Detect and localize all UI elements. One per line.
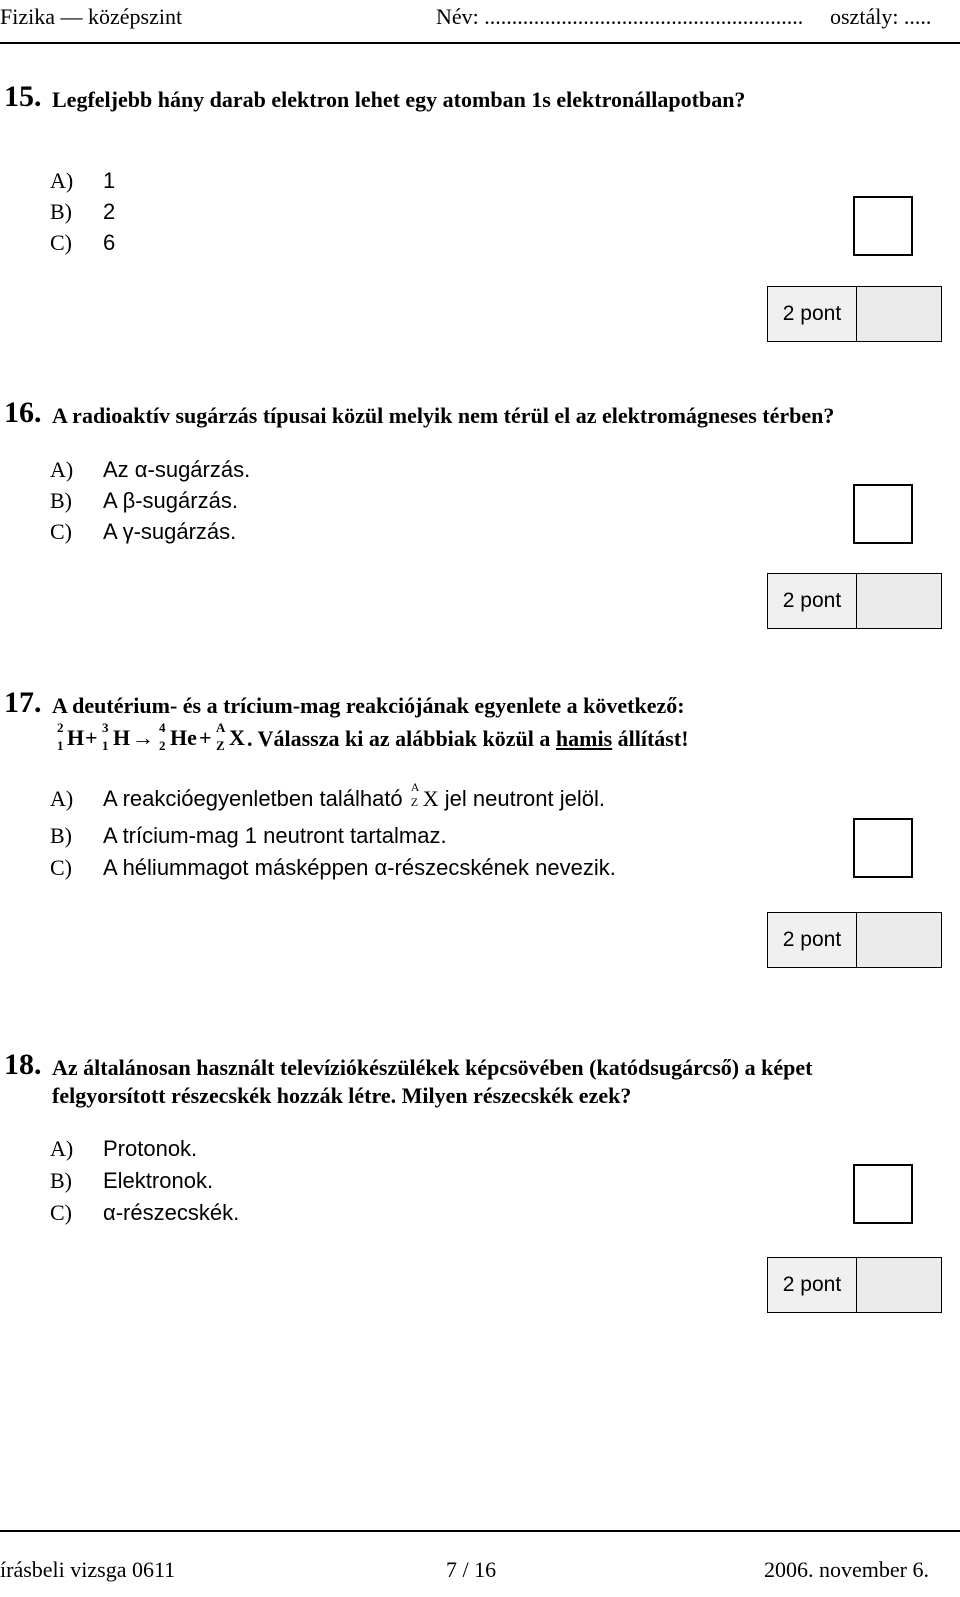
q17-option-a-letter: A)	[50, 786, 74, 811]
h2-charge: 1	[57, 738, 64, 753]
q16-option-a-text: Az α-sugárzás.	[103, 457, 251, 482]
q15-option-a-text: 1	[103, 168, 116, 193]
q17-answer-box[interactable]	[853, 818, 913, 878]
question-16-text: A radioaktív sugárzás típusai közül melyik nem térül el az elektromágneses térben?	[52, 403, 835, 428]
question-16-number: 16.	[4, 396, 42, 429]
q17-option-c-letter: C)	[50, 855, 72, 880]
h3-symbol: H	[113, 725, 131, 750]
he-mass: 4	[159, 720, 166, 735]
q16-option-b-letter: B)	[50, 488, 72, 513]
instruction-lead: . Válassza ki az alábbiak közül a	[247, 726, 556, 751]
q16-score-field[interactable]	[857, 574, 941, 628]
q17-score-box	[767, 912, 942, 968]
q18-option-c-letter: C)	[50, 1200, 72, 1225]
q16-option-a-letter: A)	[50, 457, 74, 482]
q16-answer-box[interactable]	[853, 484, 913, 544]
q17-score-label: 2 pont	[768, 913, 857, 967]
q15-option-a-letter: A)	[50, 168, 74, 193]
q15-score-box	[767, 286, 942, 342]
x-mass: A	[216, 720, 226, 735]
q17-option-c-text: A héliummagot másképpen α-részecskének nevezik.	[103, 855, 616, 880]
plus-sign-2: +	[199, 725, 212, 750]
q16-score-box	[767, 573, 942, 629]
instruction-end: állítást!	[612, 726, 689, 751]
question-18-text-line2: felgyorsított részecskék hozzák létre. Milyen részecskék ezek?	[52, 1083, 632, 1108]
h3-charge: 1	[102, 738, 109, 753]
footer-date: 2006. november 6.	[764, 1557, 929, 1582]
header-name-field: Név: ..........................................................	[436, 4, 804, 29]
q18-score-label: 2 pont	[768, 1258, 857, 1312]
q17-option-a-text	[103, 780, 605, 812]
reaction-equation	[55, 716, 775, 756]
instruction-emphasis: hamis	[555, 726, 613, 751]
q17-option-a-before: A reakcióegyenletben található	[103, 786, 409, 811]
q17-inline-charge: Z	[410, 795, 419, 809]
h3-mass: 3	[102, 720, 109, 735]
q18-score-field[interactable]	[857, 1258, 941, 1312]
q16-option-b-text: A β-sugárzás.	[103, 488, 238, 513]
q15-option-c-text: 6	[103, 230, 116, 255]
q15-option-c-letter: C)	[50, 230, 72, 255]
q18-score-box	[767, 1257, 942, 1313]
question-15-number: 15.	[4, 80, 42, 113]
x-charge: Z	[216, 738, 225, 753]
q15-option-b-text: 2	[103, 199, 116, 224]
q16-option-c-letter: C)	[50, 519, 72, 544]
h2-mass: 2	[57, 720, 64, 735]
q15-score-label: 2 pont	[768, 287, 857, 341]
header-subject: Fizika — középszint	[0, 4, 183, 29]
he-charge: 2	[159, 738, 166, 753]
question-17-number: 17.	[4, 686, 42, 719]
footer-divider	[0, 1530, 960, 1532]
question-15-text: Legfeljebb hány darab elektron lehet egy atomban 1s elektronállapotban?	[52, 87, 746, 112]
q16-score-label: 2 pont	[768, 574, 857, 628]
header-class-field: osztály: .....	[830, 4, 932, 29]
q18-option-c-text: α-részecskék.	[103, 1200, 240, 1225]
q15-answer-box[interactable]	[853, 196, 913, 256]
reaction-arrow: →	[132, 725, 154, 750]
q18-option-b-text: Elektronok.	[103, 1168, 214, 1193]
he-symbol: He	[170, 725, 197, 750]
q16-option-c-text: A γ-sugárzás.	[103, 519, 237, 544]
q18-option-a-text: Protonok.	[103, 1136, 198, 1161]
q18-answer-box[interactable]	[853, 1164, 913, 1224]
q17-inline-symbol: X	[422, 786, 439, 811]
plus-sign-1: +	[85, 725, 98, 750]
question-18-number: 18.	[4, 1048, 42, 1081]
q18-option-b-letter: B)	[50, 1168, 72, 1193]
q17-option-b-letter: B)	[50, 823, 72, 848]
q18-option-a-letter: A)	[50, 1136, 74, 1161]
q17-inline-nuclide	[409, 780, 423, 809]
q15-option-b-letter: B)	[50, 199, 72, 224]
equation-instruction	[247, 726, 689, 752]
q15-score-field[interactable]	[857, 287, 941, 341]
q17-inline-mass: A	[410, 780, 420, 794]
h2-symbol: H	[67, 725, 85, 750]
q17-option-a-after: jel neutront jelöl.	[438, 786, 605, 811]
q17-score-field[interactable]	[857, 913, 941, 967]
q17-option-b-text: A trícium-mag 1 neutront tartalmaz.	[103, 823, 447, 848]
x-symbol: X	[229, 725, 245, 750]
footer-page-number: 7 / 16	[446, 1557, 497, 1582]
question-18-text-line1: Az általánosan használt televíziókészülékek képcsövében (katódsugárcső) a képet	[52, 1055, 813, 1080]
question-17-text: A deutérium- és a trícium-mag reakciójának egyenlete a következő:	[52, 693, 685, 718]
footer-exam-label: írásbeli vizsga 0611	[0, 1557, 176, 1582]
header-divider	[0, 42, 960, 44]
